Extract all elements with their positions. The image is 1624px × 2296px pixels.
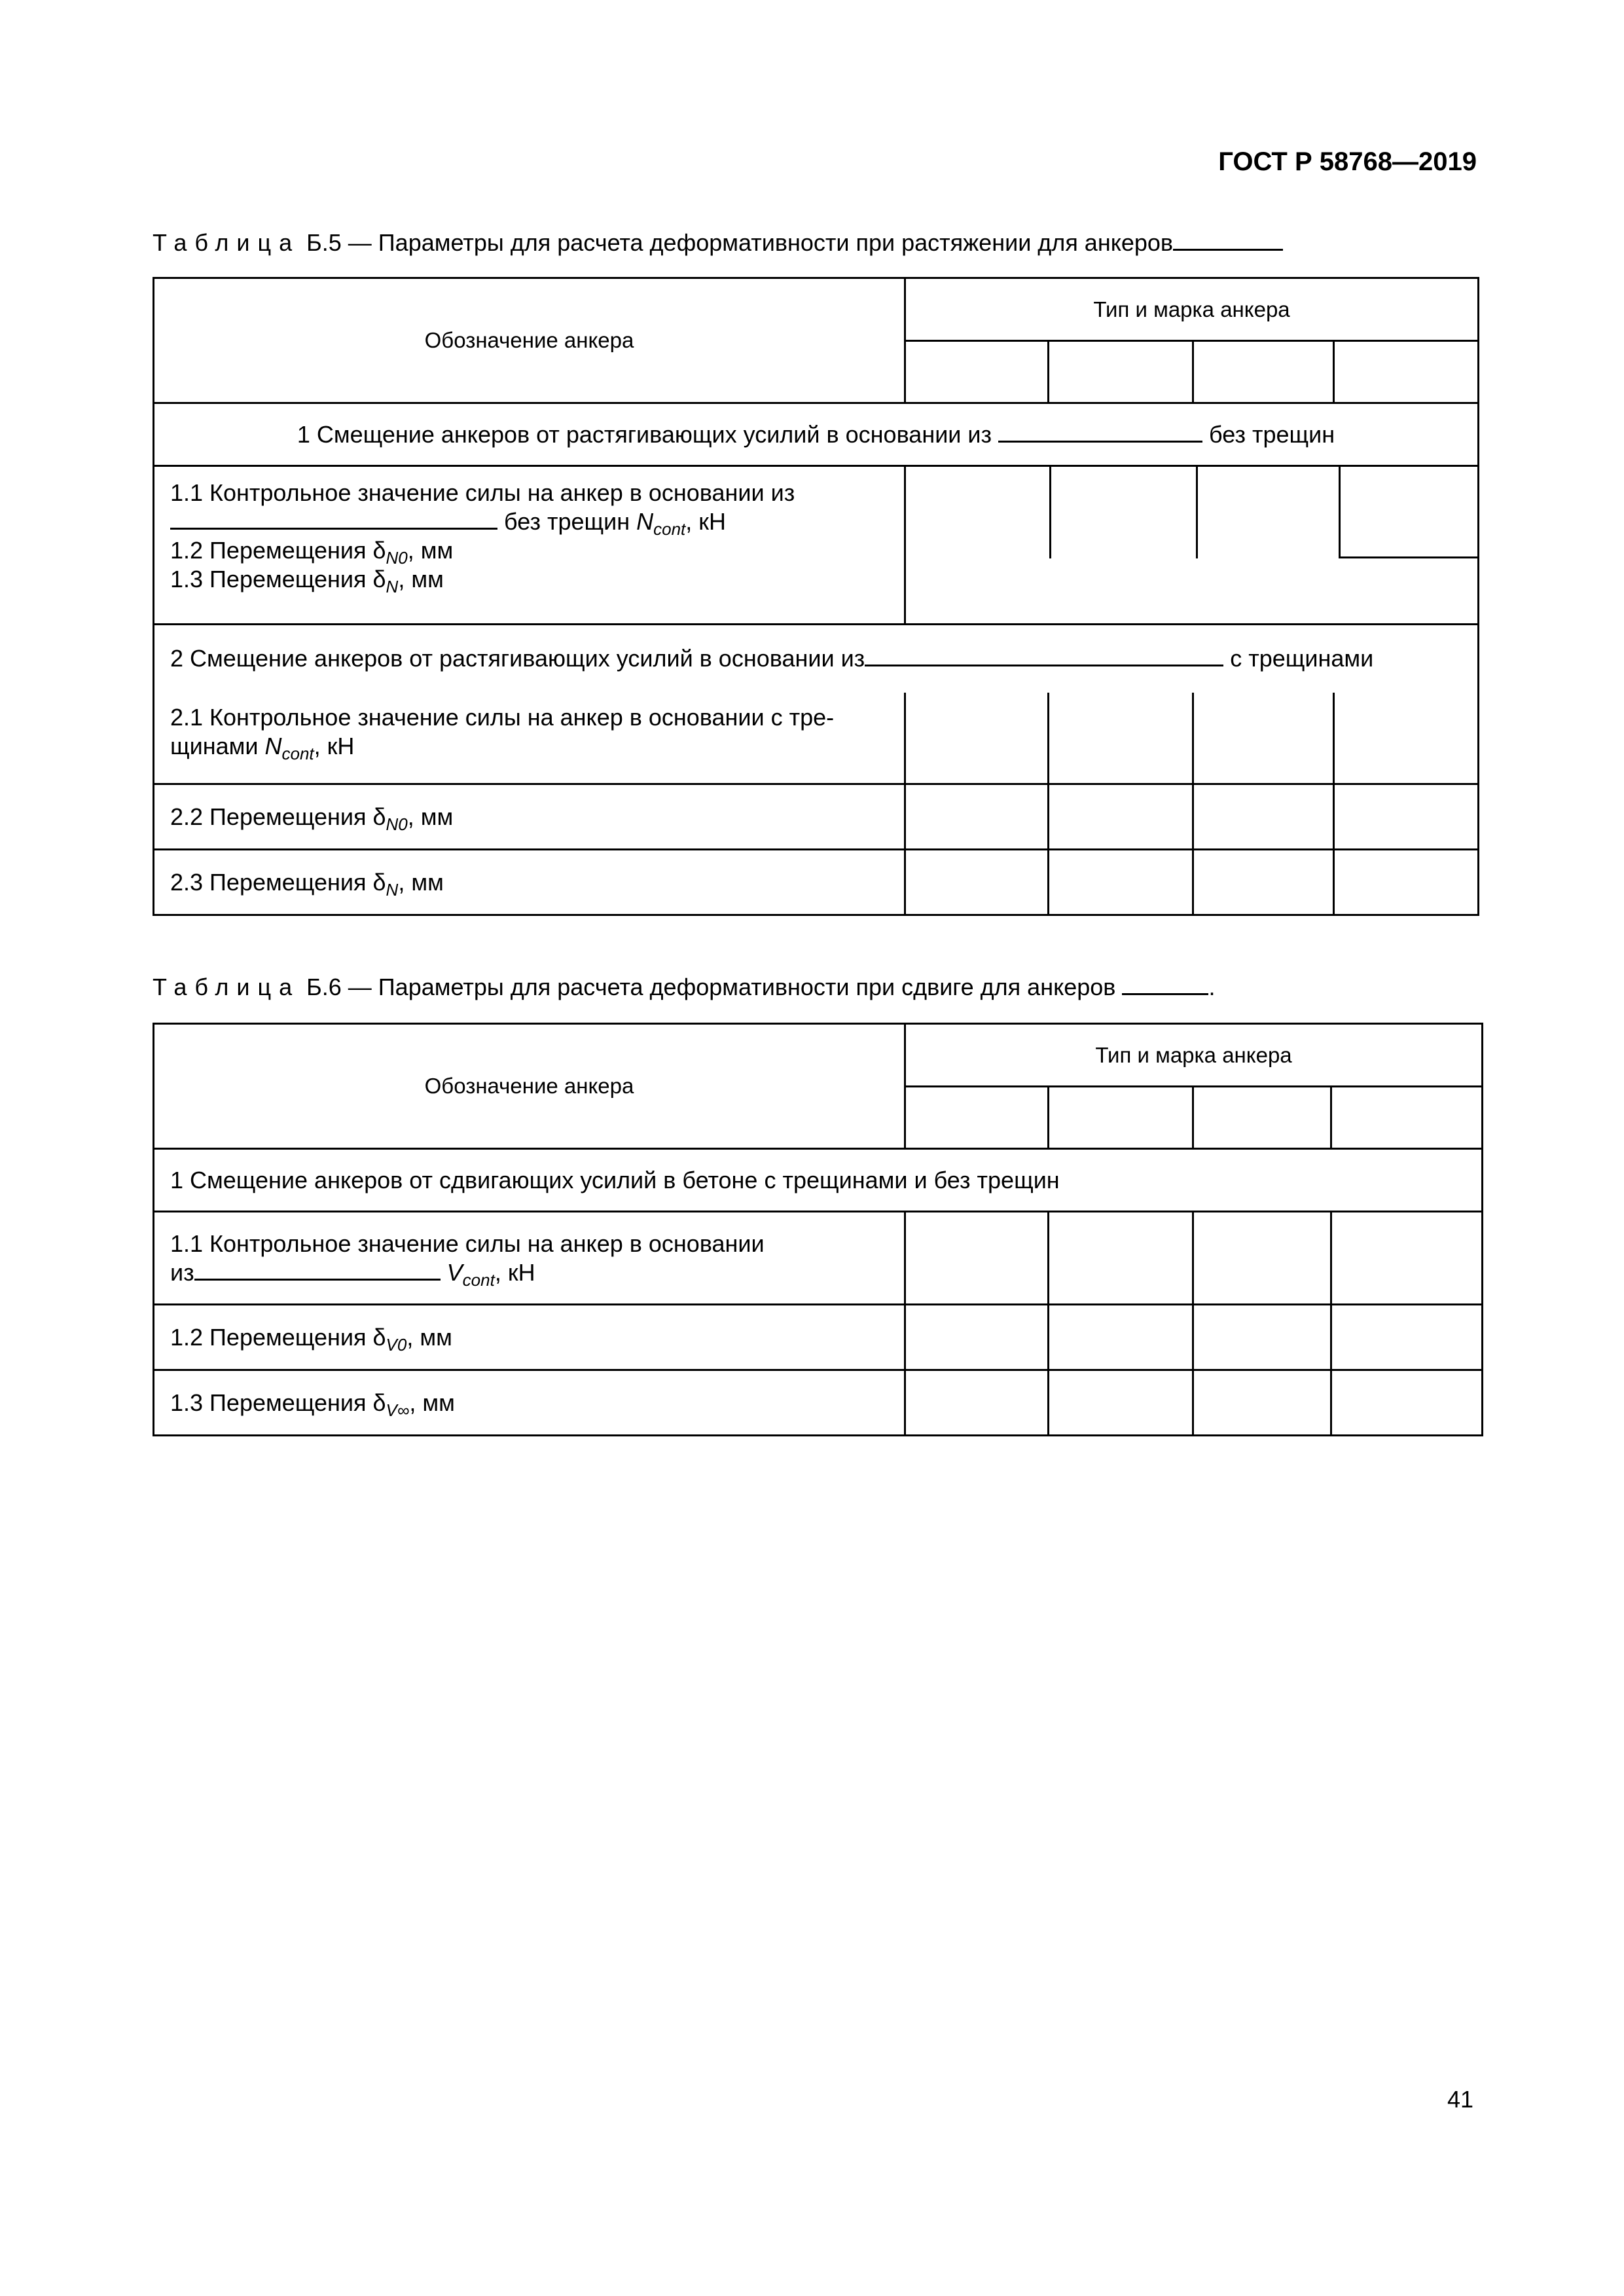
- table5-row-2-1-val-1: [905, 693, 1049, 784]
- table5-row-1-1-val-4: [1341, 467, 1477, 558]
- table6-row-1-1: [154, 1212, 905, 1305]
- table5-section-1-tail: без трещин: [1202, 420, 1335, 448]
- table5-row-2-1-val-2: [1049, 693, 1193, 784]
- table5-row-1-1-text: 1.1 Контрольное значение силы на анкер в основании из: [170, 479, 795, 506]
- table6-row-1-1-unit: , кН: [494, 1258, 535, 1286]
- table6-caption: [153, 974, 1215, 1001]
- table5-caption-label: Таблица: [153, 229, 300, 256]
- table6-row-1-2-val-2: [1049, 1305, 1193, 1370]
- table5-type-col-4: [1334, 341, 1479, 403]
- table5-row-1-1-subscript: cont: [653, 519, 686, 539]
- table6-row-1-1-val-1: [905, 1212, 1049, 1305]
- table5-row-1-3-unit: , мм: [398, 566, 444, 592]
- table5-caption: [153, 229, 1283, 257]
- table6-row-1-2-text: 1.2 Перемещения δ: [170, 1323, 386, 1351]
- table5-row-2-1: [154, 693, 905, 784]
- table5-row-2-1-val-4: [1334, 693, 1479, 784]
- table5-caption-blank: [1173, 229, 1283, 251]
- table6-row-1-1-val-2: [1049, 1212, 1193, 1305]
- table6-row-1-2-subscript: V0: [386, 1334, 407, 1355]
- table5-row-2-2-val-2: [1049, 784, 1193, 850]
- table6-section-1: 1 Смещение анкеров от сдвигающих усилий в бетоне с трещинами и без трещин: [154, 1149, 1483, 1212]
- table5-row-1-1: [154, 466, 905, 625]
- table5-section-1: [154, 403, 1479, 466]
- table6-row-1-1-subscript: cont: [462, 1269, 495, 1290]
- table5-row-2-3-val-3: [1193, 850, 1334, 915]
- table5-row-1-2-subscript: N0: [386, 548, 408, 568]
- table5-row-1-values: [905, 466, 1479, 625]
- table6-row-1-3-val-3: [1193, 1370, 1331, 1436]
- document-code: ГОСТ Р 58768—2019: [1218, 147, 1477, 176]
- table6-type-col-4: [1331, 1087, 1483, 1149]
- table5-row-2-2-val-1: [905, 784, 1049, 850]
- table5-row-1-1-val-1: [906, 467, 1051, 558]
- table6-row-1-2-val-4: [1331, 1305, 1483, 1370]
- table6-row-1-2-unit: , мм: [406, 1323, 452, 1351]
- table5-header-type: Тип и марка анкера: [905, 278, 1479, 341]
- table5-row-2-3: [154, 850, 905, 915]
- table6-header-designation: Обозначение анкера: [154, 1024, 905, 1149]
- table6-row-1-3-text: 1.3 Перемещения δ: [170, 1389, 386, 1416]
- table5-row-2-3-subscript: N: [386, 879, 399, 900]
- table5-row-1-2-unit: , мм: [407, 537, 454, 564]
- table5-row-2-2-subscript: N0: [386, 814, 408, 834]
- table5-section-2-tail: с трещинами: [1223, 645, 1374, 672]
- table6-header-type: Тип и марка анкера: [905, 1024, 1483, 1087]
- table6-type-col-1: [905, 1087, 1049, 1149]
- table5-section-2-blank: [865, 645, 1223, 666]
- table5-row-1-1-blank: [170, 508, 497, 530]
- table5-row-2-2-val-3: [1193, 784, 1334, 850]
- table5-section-1-text: 1 Смещение анкеров от растягивающих усилий в основании из: [297, 420, 999, 448]
- table5-row-2-1-subscript: cont: [281, 743, 314, 763]
- table5-row-2-1-val-3: [1193, 693, 1334, 784]
- table5-section-1-blank: [998, 421, 1202, 443]
- table6-row-1-1-val-3: [1193, 1212, 1331, 1305]
- table5-row-2-2-text: 2.2 Перемещения δ: [170, 803, 386, 830]
- table6-row-1-1-symbol: V: [446, 1258, 463, 1286]
- table6-row-1-3-val-2: [1049, 1370, 1193, 1436]
- table6-row-1-1-text: 1.1 Контрольное значение силы на анкер в основании: [170, 1230, 765, 1257]
- table5-row-2-2: [154, 784, 905, 850]
- table6-row-1-3-unit: , мм: [409, 1389, 455, 1416]
- table5-row-2-1-text: 2.1 Контрольное значение силы на анкер в основании с тре-: [170, 703, 835, 731]
- table6-type-col-2: [1049, 1087, 1193, 1149]
- table5-row-1-1-val-3: [1198, 467, 1341, 558]
- page-number: 41: [1447, 2086, 1473, 2113]
- table5-row-1-1-text-b: без трещин: [497, 508, 637, 535]
- table6-caption-text: Б.6 — Параметры для расчета деформативности при сдвиге для анкеров: [300, 974, 1123, 1000]
- table5-row-2-1-unit: , кН: [314, 732, 355, 759]
- table6-row-1-1-blank: [194, 1259, 441, 1281]
- table5-row-1-1-val-2: [1051, 467, 1198, 558]
- table5-row-2-3-val-1: [905, 850, 1049, 915]
- table6-row-1-3: [154, 1370, 905, 1436]
- table6-row-1-3-subscript: V∞: [386, 1400, 410, 1420]
- table5-row-2-3-val-4: [1334, 850, 1479, 915]
- table6-type-col-3: [1193, 1087, 1331, 1149]
- table5-row-2-1-text-b: щинами: [170, 732, 265, 759]
- table6-row-1-1-val-4: [1331, 1212, 1483, 1305]
- table5-row-1-1-unit: , кН: [685, 508, 727, 535]
- table6-caption-blank: [1122, 974, 1208, 995]
- table5: [153, 277, 1479, 916]
- table5-row-2-3-text: 2.3 Перемещения δ: [170, 868, 386, 896]
- table5-row-1-1-symbol: N: [636, 508, 654, 535]
- table6-row-1-2-val-1: [905, 1305, 1049, 1370]
- table5-header-designation: Обозначение анкера: [154, 278, 905, 403]
- table6-caption-label: Таблица: [153, 974, 300, 1000]
- table5-type-col-3: [1193, 341, 1334, 403]
- table6-caption-end: .: [1208, 974, 1216, 1000]
- table5-row-2-1-symbol: N: [264, 732, 282, 759]
- table5-row-2-3-unit: , мм: [398, 868, 444, 896]
- table6: [153, 1023, 1483, 1436]
- table6-row-1-1-text-b: из: [170, 1258, 194, 1286]
- table5-row-2-2-val-4: [1334, 784, 1479, 850]
- table5-type-col-2: [1049, 341, 1193, 403]
- table5-section-2: [154, 625, 1479, 693]
- table6-row-1-3-val-4: [1331, 1370, 1483, 1436]
- table5-caption-text: Б.5 — Параметры для расчета деформативности при растяжении для анкеров: [300, 229, 1174, 256]
- table5-row-2-3-val-2: [1049, 850, 1193, 915]
- table6-row-1-2: [154, 1305, 905, 1370]
- table5-row-1-2-text: 1.2 Перемещения δ: [170, 537, 386, 564]
- table5-row-1-3-text: 1.3 Перемещения δ: [170, 566, 386, 592]
- table6-row-1-3-val-1: [905, 1370, 1049, 1436]
- table5-section-2-text: 2 Смещение анкеров от растягивающих усилий в основании из: [170, 645, 865, 672]
- table5-row-1-3-subscript: N: [386, 577, 399, 596]
- table5-type-col-1: [905, 341, 1049, 403]
- table5-row-2-2-unit: , мм: [407, 803, 454, 830]
- table6-row-1-2-val-3: [1193, 1305, 1331, 1370]
